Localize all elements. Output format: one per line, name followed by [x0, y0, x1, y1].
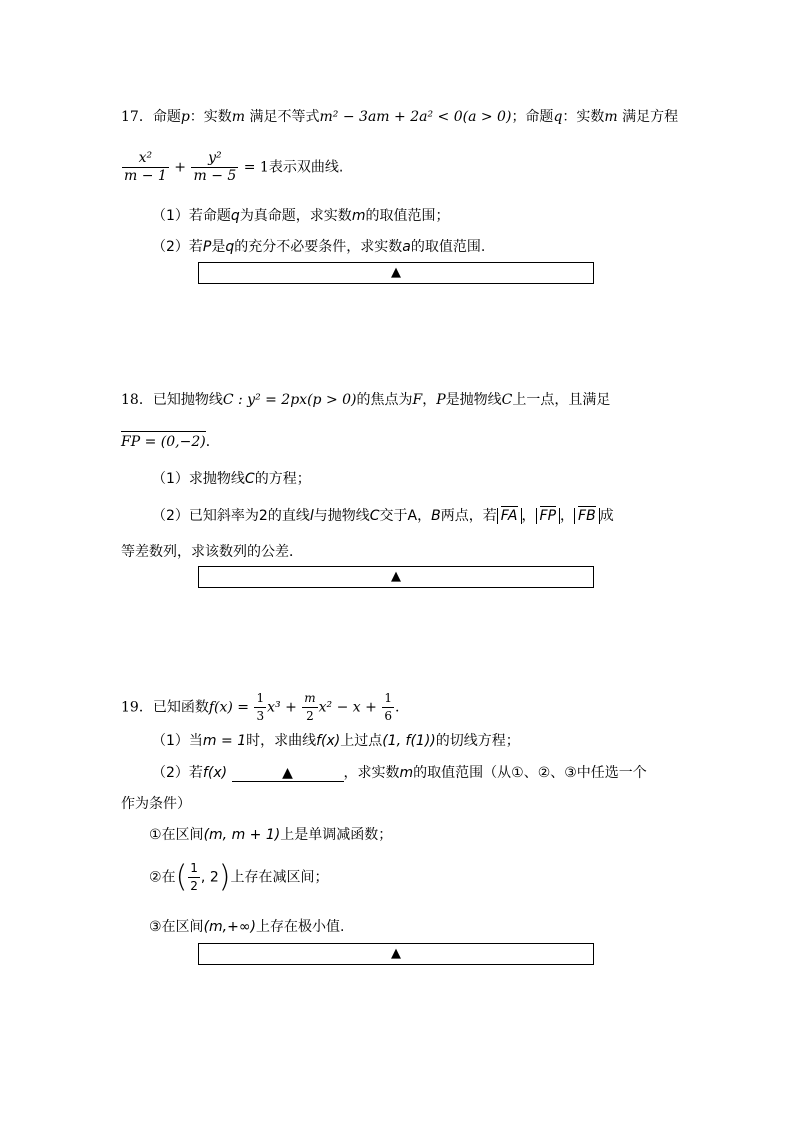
condition-blank[interactable]: ▲ — [232, 765, 344, 782]
problem-19-number: 19． — [121, 699, 153, 716]
problem-17-number: 17． — [121, 109, 153, 125]
option-3-mark: ③ — [149, 919, 162, 935]
problem-19-option-3: ③在区间(m,+∞)上存在极小值. — [149, 919, 345, 935]
problem-19-part1: （1）当m = 1时，求曲线f(x)上过点(1, f(1))的切线方程； — [152, 733, 520, 749]
problem-19-part2-cont: 作为条件） — [121, 796, 191, 812]
option-2-mark: ② — [149, 869, 162, 886]
fraction-y: $\frac{\text{y²}}{m - 5}$ — [193, 150, 237, 184]
problem-17-line1: 17．命题p：实数m 满足不等式m² − 3am + 2a² < 0(a > 0)；命题q：实数m 满足方程 — [121, 109, 679, 125]
abs-fa: FA — [500, 508, 518, 524]
inequality: m² − 3am + 2a² < 0(a > 0) — [319, 109, 512, 125]
problem-19-part2: （2）若f(x) ▲ ，求实数m的取值范围（从①、②、③中任选一个 — [152, 765, 647, 781]
problem-19-option-1: ①在区间(m, m + 1)上是单调减函数； — [149, 827, 393, 843]
option-1-mark: ① — [149, 827, 162, 843]
problem-19-answer-box[interactable] — [198, 943, 594, 965]
problem-17-part1: （1）若命题q为真命题，求实数m的取值范围； — [152, 208, 450, 224]
problem-19-option-2: ②在( $\frac{1}{2}$ , 2)上存在减区间； — [149, 859, 329, 895]
problem-18-number: 18． — [121, 392, 153, 408]
answer-marker: ▲ — [391, 569, 401, 584]
answer-marker: ▲ — [391, 265, 401, 280]
problem-19-line1: 19．已知函数f(x) = $\frac{1}{3}$ x³ + $\frac{m}{2}$ x² − x + $\frac{1}{6}$ . — [121, 691, 400, 723]
problem-17-equation: $\frac{\text{x²}}{m - 1}$ + $\frac{\text{y²}}{m - 5}$ = 1表示双曲线. — [124, 150, 344, 184]
problem-18-line1: 18．已知抛物线C : y² = 2px(p > 0)的焦点为F，P是抛物线C上一点，且满足 — [121, 392, 611, 408]
problem-18-part2-cont: 等差数列，求该数列的公差． — [121, 544, 303, 560]
problem-17-part2: （2）若P是q的充分不必要条件，求实数a的取值范围. — [152, 239, 486, 255]
answer-marker: ▲ — [391, 946, 401, 961]
fraction-x: $\frac{\text{x²}}{m - 1}$ — [124, 150, 167, 184]
problem-17-answer-box[interactable] — [198, 262, 594, 284]
problem-18-part1: （1）求抛物线C的方程； — [152, 471, 311, 487]
problem-18-vector-eq: FP = (0,−2)． — [121, 434, 220, 450]
parabola-equation: C : y² = 2px(p > 0) — [222, 392, 357, 408]
abs-fp: FP — [539, 508, 557, 524]
vector-fp: FP = (0,−2) — [121, 434, 206, 450]
problem-18-part2: （2）已知斜率为2的直线l与抛物线C交于A，B两点，若 FA ， FP ， FB 成 — [152, 508, 614, 524]
problem-18-answer-box[interactable] — [198, 566, 594, 588]
abs-fb: FB — [578, 508, 596, 524]
